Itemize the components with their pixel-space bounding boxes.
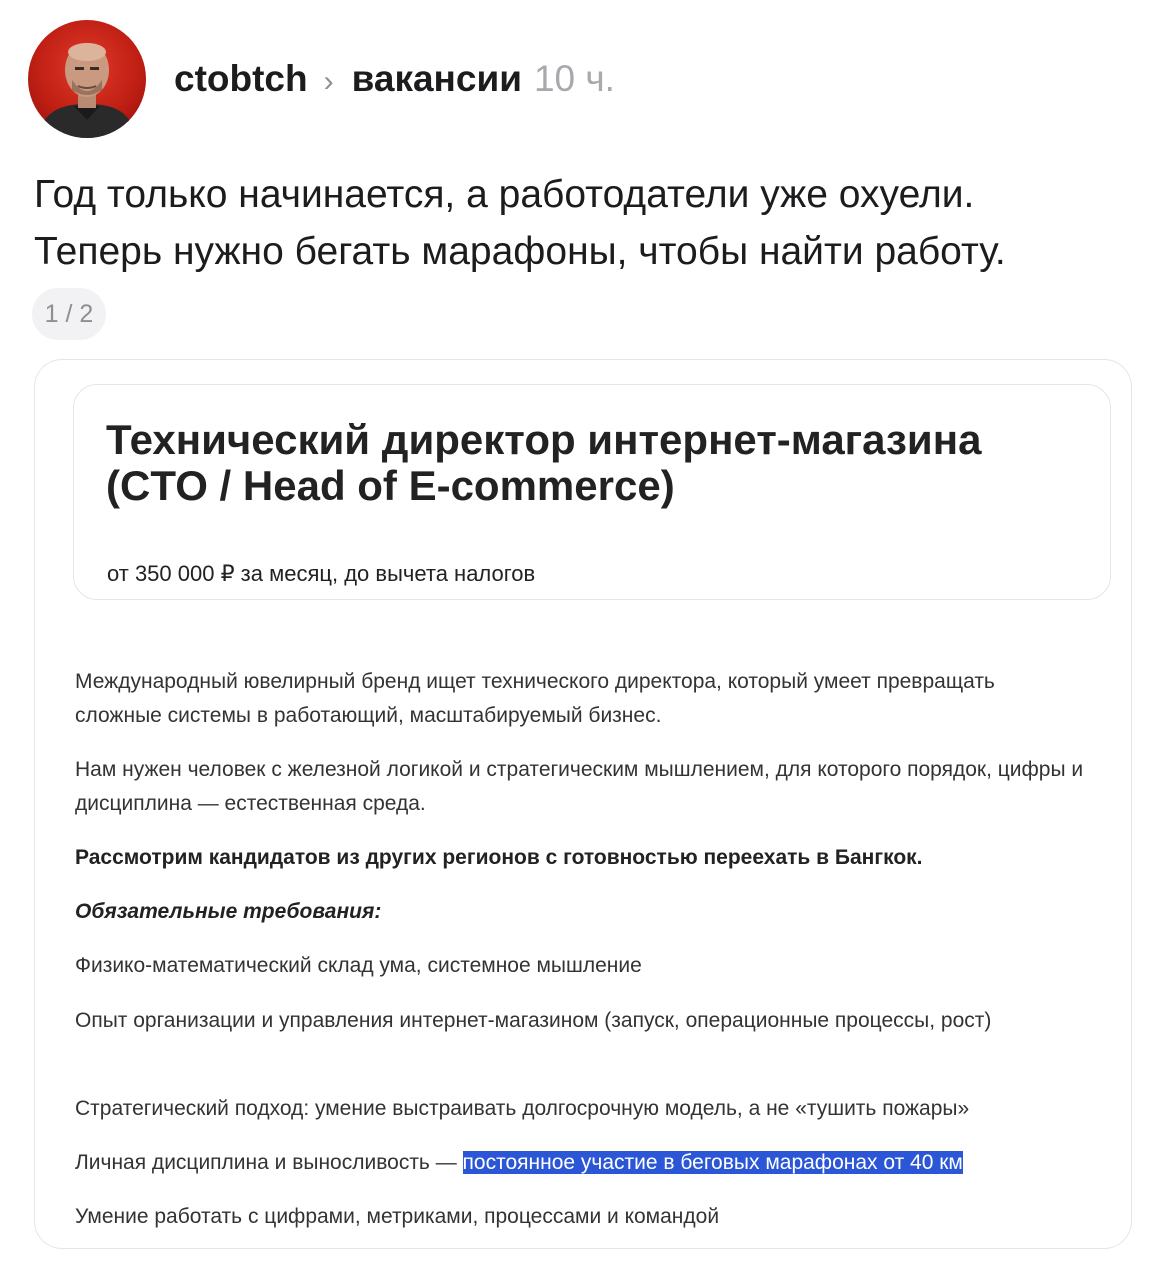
highlighted-text: постоянное участие в беговых марафонах от 40 км bbox=[462, 1151, 963, 1174]
author-avatar[interactable] bbox=[28, 20, 146, 138]
channel-name[interactable]: вакансии bbox=[351, 58, 522, 99]
vacancy-intro-paragraph: Нам нужен человек с железной логикой и стратегическим мышлением, для которого порядок, цифры и дисциплина — естественная среда. bbox=[75, 758, 1084, 815]
requirement-item bbox=[75, 1146, 1085, 1180]
post-timestamp: 10 ч. bbox=[533, 58, 615, 99]
requirements-heading: Обязательные требования: bbox=[75, 900, 382, 923]
requirement-item: Стратегический подход: умение выстраивать долгосрочную модель, а не «тушить пожары» bbox=[75, 1097, 970, 1120]
requirement-item: Физико-математический склад ума, системное мышление bbox=[75, 954, 642, 977]
post-text-line: Теперь нужно бегать марафоны, чтобы найти работу. bbox=[34, 230, 1006, 273]
vacancy-title bbox=[106, 417, 1106, 509]
attached-image[interactable] bbox=[34, 359, 1132, 1249]
post-text-line: Год только начинается, а работодатели уже охуели. bbox=[34, 173, 975, 216]
person-portrait-icon bbox=[28, 20, 146, 138]
requirement-item: Умение работать с цифрами, метриками, процессами и командой bbox=[75, 1205, 720, 1228]
image-counter-badge: 1 / 2 bbox=[32, 288, 106, 340]
author-name[interactable]: ctobtch bbox=[174, 58, 308, 99]
vacancy-intro-paragraph: Международный ювелирный бренд ищет технического директора, который умеет превращать сложные системы в работающий, масштабируемый бизнес. bbox=[75, 670, 995, 727]
requirement-item: Опыт организации и управления интернет-магазином (запуск, операционные процессы, рост) bbox=[75, 1009, 992, 1032]
vacancy-header-card bbox=[73, 384, 1111, 600]
vacancy-salary: от 350 000 ₽ за месяц, до вычета налогов bbox=[107, 561, 536, 586]
post-body bbox=[34, 166, 1144, 280]
post-header bbox=[28, 20, 615, 138]
vacancy-title-line: (CTO / Head of E-commerce) bbox=[106, 462, 675, 509]
chevron-right-icon: › bbox=[323, 65, 334, 98]
vacancy-title-line: Технический директор интернет-магазина bbox=[106, 416, 982, 463]
vacancy-relocation-note: Рассмотрим кандидатов из других регионов с готовностью переехать в Бангкок. bbox=[75, 846, 923, 869]
requirement-text: Личная дисциплина и выносливость — bbox=[75, 1151, 463, 1174]
